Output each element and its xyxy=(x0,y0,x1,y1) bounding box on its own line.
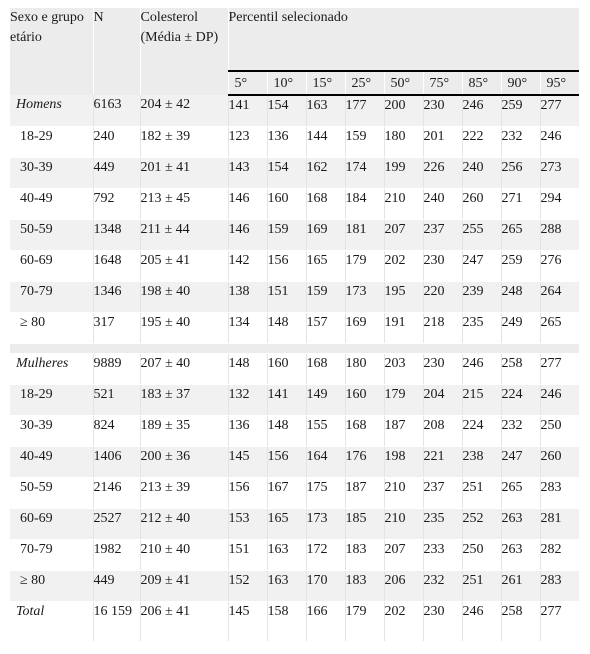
percentile-cell: 185 xyxy=(345,508,384,539)
percentile-cell: 163 xyxy=(267,570,306,601)
percentile-header: 25° xyxy=(345,71,384,95)
group-cell: Total xyxy=(10,601,93,641)
percentile-cell: 238 xyxy=(462,446,501,477)
percentile-cell: 146 xyxy=(228,219,267,250)
percentile-cell: 218 xyxy=(423,312,462,343)
percentile-cell: 132 xyxy=(228,384,267,415)
percentile-cell: 247 xyxy=(462,250,501,281)
table-row xyxy=(10,126,579,157)
percentile-cell: 283 xyxy=(540,570,579,601)
percentile-cell: 175 xyxy=(306,477,345,508)
cholesterol-cell: 205 ± 41 xyxy=(140,250,228,281)
percentile-cell: 259 xyxy=(501,250,540,281)
percentile-cell: 246 xyxy=(540,384,579,415)
n-cell: 9889 xyxy=(93,353,140,384)
cholesterol-cell: 189 ± 35 xyxy=(140,415,228,446)
percentile-cell: 207 xyxy=(384,219,423,250)
percentile-cell: 240 xyxy=(423,188,462,219)
percentile-cell: 123 xyxy=(228,126,267,157)
percentile-cell: 155 xyxy=(306,415,345,446)
cholesterol-cell: 204 ± 42 xyxy=(140,95,228,126)
table-row xyxy=(10,601,579,641)
percentile-cell: 165 xyxy=(267,508,306,539)
group-cell: Homens xyxy=(10,95,93,126)
percentile-cell: 179 xyxy=(345,250,384,281)
percentile-cell: 141 xyxy=(267,384,306,415)
cholesterol-cell: 206 ± 41 xyxy=(140,601,228,641)
group-cell: Mulheres xyxy=(10,353,93,384)
percentile-cell: 277 xyxy=(540,353,579,384)
percentile-cell: 173 xyxy=(345,281,384,312)
percentile-header: 5° xyxy=(228,71,267,95)
percentile-cell: 142 xyxy=(228,250,267,281)
percentile-cell: 282 xyxy=(540,539,579,570)
cholesterol-cell: 195 ± 40 xyxy=(140,312,228,343)
percentile-cell: 240 xyxy=(462,157,501,188)
group-cell: 50-59 xyxy=(10,219,93,250)
percentile-cell: 250 xyxy=(462,539,501,570)
percentile-cell: 252 xyxy=(462,508,501,539)
percentile-cell: 148 xyxy=(267,415,306,446)
percentile-cell: 159 xyxy=(267,219,306,250)
n-cell: 317 xyxy=(93,312,140,343)
percentile-header: 75° xyxy=(423,71,462,95)
percentile-cell: 258 xyxy=(501,353,540,384)
percentile-cell: 232 xyxy=(423,570,462,601)
n-cell: 449 xyxy=(93,157,140,188)
percentile-cell: 210 xyxy=(384,508,423,539)
table-row xyxy=(10,477,579,508)
percentile-cell: 246 xyxy=(540,126,579,157)
percentile-cell: 136 xyxy=(267,126,306,157)
percentile-cell: 258 xyxy=(501,601,540,641)
percentile-cell: 233 xyxy=(423,539,462,570)
table-row xyxy=(10,508,579,539)
percentile-cell: 143 xyxy=(228,157,267,188)
table-row xyxy=(10,570,579,601)
percentile-cell: 294 xyxy=(540,188,579,219)
percentile-cell: 237 xyxy=(423,219,462,250)
percentile-cell: 288 xyxy=(540,219,579,250)
spacer-cell xyxy=(10,343,579,353)
percentile-cell: 198 xyxy=(384,446,423,477)
percentile-cell: 210 xyxy=(384,188,423,219)
percentile-cell: 232 xyxy=(501,415,540,446)
percentile-cell: 134 xyxy=(228,312,267,343)
percentile-cell: 277 xyxy=(540,95,579,126)
percentile-header: 10° xyxy=(267,71,306,95)
group-cell: 30-39 xyxy=(10,157,93,188)
percentile-cell: 154 xyxy=(267,157,306,188)
percentile-cell: 249 xyxy=(501,312,540,343)
percentile-header: 85° xyxy=(462,71,501,95)
percentile-cell: 157 xyxy=(306,312,345,343)
percentile-cell: 168 xyxy=(306,353,345,384)
percentile-cell: 246 xyxy=(462,353,501,384)
percentile-cell: 146 xyxy=(228,188,267,219)
percentile-cell: 255 xyxy=(462,219,501,250)
percentile-cell: 163 xyxy=(267,539,306,570)
percentile-cell: 151 xyxy=(267,281,306,312)
percentile-cell: 174 xyxy=(345,157,384,188)
percentile-cell: 187 xyxy=(384,415,423,446)
table-row xyxy=(10,219,579,250)
table-row xyxy=(10,446,579,477)
cholesterol-cell: 207 ± 40 xyxy=(140,353,228,384)
header-percentile-title: Percentil selecionado xyxy=(228,8,579,71)
percentile-cell: 246 xyxy=(462,95,501,126)
percentile-cell: 204 xyxy=(423,384,462,415)
cholesterol-percentile-table xyxy=(10,8,579,642)
group-cell: 50-59 xyxy=(10,477,93,508)
cholesterol-cell: 183 ± 37 xyxy=(140,384,228,415)
n-cell: 16 159 xyxy=(93,601,140,641)
percentile-cell: 187 xyxy=(345,477,384,508)
percentile-cell: 160 xyxy=(267,188,306,219)
percentile-cell: 136 xyxy=(228,415,267,446)
cholesterol-cell: 213 ± 39 xyxy=(140,477,228,508)
percentile-cell: 224 xyxy=(462,415,501,446)
percentile-cell: 260 xyxy=(462,188,501,219)
percentile-cell: 232 xyxy=(501,126,540,157)
n-cell: 1346 xyxy=(93,281,140,312)
percentile-cell: 247 xyxy=(501,446,540,477)
group-cell: 30-39 xyxy=(10,415,93,446)
percentile-cell: 170 xyxy=(306,570,345,601)
percentile-cell: 191 xyxy=(384,312,423,343)
n-cell: 1348 xyxy=(93,219,140,250)
percentile-header: 90° xyxy=(501,71,540,95)
percentile-cell: 166 xyxy=(306,601,345,641)
n-cell: 240 xyxy=(93,126,140,157)
percentile-cell: 201 xyxy=(423,126,462,157)
percentile-cell: 162 xyxy=(306,157,345,188)
cholesterol-cell: 213 ± 45 xyxy=(140,188,228,219)
percentile-cell: 224 xyxy=(501,384,540,415)
percentile-cell: 145 xyxy=(228,601,267,641)
table-row xyxy=(10,95,579,126)
percentile-cell: 256 xyxy=(501,157,540,188)
percentile-cell: 264 xyxy=(540,281,579,312)
percentile-header: 95° xyxy=(540,71,579,95)
percentile-cell: 156 xyxy=(267,250,306,281)
cholesterol-cell: 198 ± 40 xyxy=(140,281,228,312)
percentile-cell: 199 xyxy=(384,157,423,188)
n-cell: 6163 xyxy=(93,95,140,126)
percentile-cell: 149 xyxy=(306,384,345,415)
percentile-cell: 271 xyxy=(501,188,540,219)
percentile-cell: 251 xyxy=(462,477,501,508)
percentile-cell: 154 xyxy=(267,95,306,126)
group-cell: 18-29 xyxy=(10,384,93,415)
percentile-cell: 148 xyxy=(267,312,306,343)
percentile-cell: 265 xyxy=(501,477,540,508)
percentile-cell: 246 xyxy=(462,601,501,641)
percentile-cell: 203 xyxy=(384,353,423,384)
cholesterol-cell: 200 ± 36 xyxy=(140,446,228,477)
percentile-cell: 235 xyxy=(423,508,462,539)
percentile-cell: 159 xyxy=(306,281,345,312)
percentile-cell: 237 xyxy=(423,477,462,508)
table-row xyxy=(10,539,579,570)
section-spacer xyxy=(10,343,579,353)
group-cell: 70-79 xyxy=(10,281,93,312)
percentile-cell: 206 xyxy=(384,570,423,601)
percentile-cell: 163 xyxy=(306,95,345,126)
percentile-cell: 180 xyxy=(345,353,384,384)
percentile-cell: 263 xyxy=(501,539,540,570)
percentile-header: 15° xyxy=(306,71,345,95)
percentile-cell: 172 xyxy=(306,539,345,570)
n-cell: 2527 xyxy=(93,508,140,539)
percentile-cell: 276 xyxy=(540,250,579,281)
table-row xyxy=(10,250,579,281)
n-cell: 1406 xyxy=(93,446,140,477)
percentile-cell: 160 xyxy=(267,353,306,384)
percentile-cell: 138 xyxy=(228,281,267,312)
cholesterol-cell: 211 ± 44 xyxy=(140,219,228,250)
percentile-cell: 179 xyxy=(345,601,384,641)
group-cell: 60-69 xyxy=(10,250,93,281)
n-cell: 1982 xyxy=(93,539,140,570)
group-cell: ≥ 80 xyxy=(10,570,93,601)
table-body xyxy=(10,95,579,641)
cholesterol-cell: 209 ± 41 xyxy=(140,570,228,601)
percentile-cell: 144 xyxy=(306,126,345,157)
percentile-cell: 195 xyxy=(384,281,423,312)
percentile-cell: 265 xyxy=(540,312,579,343)
percentile-cell: 165 xyxy=(306,250,345,281)
percentile-cell: 265 xyxy=(501,219,540,250)
percentile-cell: 168 xyxy=(345,415,384,446)
percentile-cell: 230 xyxy=(423,601,462,641)
percentile-cell: 251 xyxy=(462,570,501,601)
table-row xyxy=(10,353,579,384)
percentile-cell: 261 xyxy=(501,570,540,601)
n-cell: 521 xyxy=(93,384,140,415)
percentile-cell: 210 xyxy=(384,477,423,508)
percentile-cell: 281 xyxy=(540,508,579,539)
percentile-cell: 159 xyxy=(345,126,384,157)
percentile-cell: 230 xyxy=(423,250,462,281)
percentile-cell: 176 xyxy=(345,446,384,477)
group-cell: 40-49 xyxy=(10,188,93,219)
percentile-cell: 207 xyxy=(384,539,423,570)
percentile-cell: 169 xyxy=(306,219,345,250)
percentile-cell: 164 xyxy=(306,446,345,477)
percentile-cell: 158 xyxy=(267,601,306,641)
percentile-cell: 168 xyxy=(306,188,345,219)
group-cell: 60-69 xyxy=(10,508,93,539)
n-cell: 2146 xyxy=(93,477,140,508)
group-cell: 18-29 xyxy=(10,126,93,157)
percentile-cell: 250 xyxy=(540,415,579,446)
n-cell: 1648 xyxy=(93,250,140,281)
percentile-cell: 283 xyxy=(540,477,579,508)
table-row xyxy=(10,384,579,415)
percentile-cell: 222 xyxy=(462,126,501,157)
table-row xyxy=(10,281,579,312)
percentile-cell: 230 xyxy=(423,95,462,126)
table-row xyxy=(10,312,579,343)
percentile-cell: 221 xyxy=(423,446,462,477)
percentile-cell: 248 xyxy=(501,281,540,312)
percentile-cell: 160 xyxy=(345,384,384,415)
cholesterol-cell: 212 ± 40 xyxy=(140,508,228,539)
percentile-cell: 273 xyxy=(540,157,579,188)
percentile-cell: 260 xyxy=(540,446,579,477)
percentile-cell: 177 xyxy=(345,95,384,126)
percentile-cell: 183 xyxy=(345,570,384,601)
percentile-cell: 180 xyxy=(384,126,423,157)
table-row xyxy=(10,415,579,446)
cholesterol-cell: 210 ± 40 xyxy=(140,539,228,570)
percentile-cell: 148 xyxy=(228,353,267,384)
percentile-cell: 184 xyxy=(345,188,384,219)
percentile-cell: 179 xyxy=(384,384,423,415)
percentile-cell: 183 xyxy=(345,539,384,570)
percentile-cell: 239 xyxy=(462,281,501,312)
percentile-cell: 202 xyxy=(384,601,423,641)
percentile-cell: 169 xyxy=(345,312,384,343)
percentile-cell: 151 xyxy=(228,539,267,570)
percentile-cell: 259 xyxy=(501,95,540,126)
header-cholesterol: Colesterol (Média ± DP) xyxy=(140,8,228,95)
percentile-header: 50° xyxy=(384,71,423,95)
percentile-cell: 173 xyxy=(306,508,345,539)
percentile-cell: 153 xyxy=(228,508,267,539)
percentile-cell: 167 xyxy=(267,477,306,508)
percentile-cell: 226 xyxy=(423,157,462,188)
percentile-cell: 235 xyxy=(462,312,501,343)
table-header xyxy=(10,8,579,95)
table-row xyxy=(10,188,579,219)
cholesterol-cell: 182 ± 39 xyxy=(140,126,228,157)
percentile-cell: 263 xyxy=(501,508,540,539)
n-cell: 449 xyxy=(93,570,140,601)
n-cell: 792 xyxy=(93,188,140,219)
percentile-cell: 156 xyxy=(267,446,306,477)
percentile-cell: 215 xyxy=(462,384,501,415)
percentile-cell: 145 xyxy=(228,446,267,477)
n-cell: 824 xyxy=(93,415,140,446)
percentile-cell: 141 xyxy=(228,95,267,126)
group-cell: 40-49 xyxy=(10,446,93,477)
percentile-cell: 208 xyxy=(423,415,462,446)
header-n: N xyxy=(93,8,140,95)
cholesterol-cell: 201 ± 41 xyxy=(140,157,228,188)
header-group: Sexo e grupo etário xyxy=(10,8,93,95)
percentile-cell: 230 xyxy=(423,353,462,384)
percentile-cell: 200 xyxy=(384,95,423,126)
percentile-cell: 277 xyxy=(540,601,579,641)
group-cell: ≥ 80 xyxy=(10,312,93,343)
table-row xyxy=(10,157,579,188)
percentile-cell: 152 xyxy=(228,570,267,601)
percentile-cell: 156 xyxy=(228,477,267,508)
percentile-cell: 220 xyxy=(423,281,462,312)
percentile-cell: 181 xyxy=(345,219,384,250)
group-cell: 70-79 xyxy=(10,539,93,570)
percentile-cell: 202 xyxy=(384,250,423,281)
